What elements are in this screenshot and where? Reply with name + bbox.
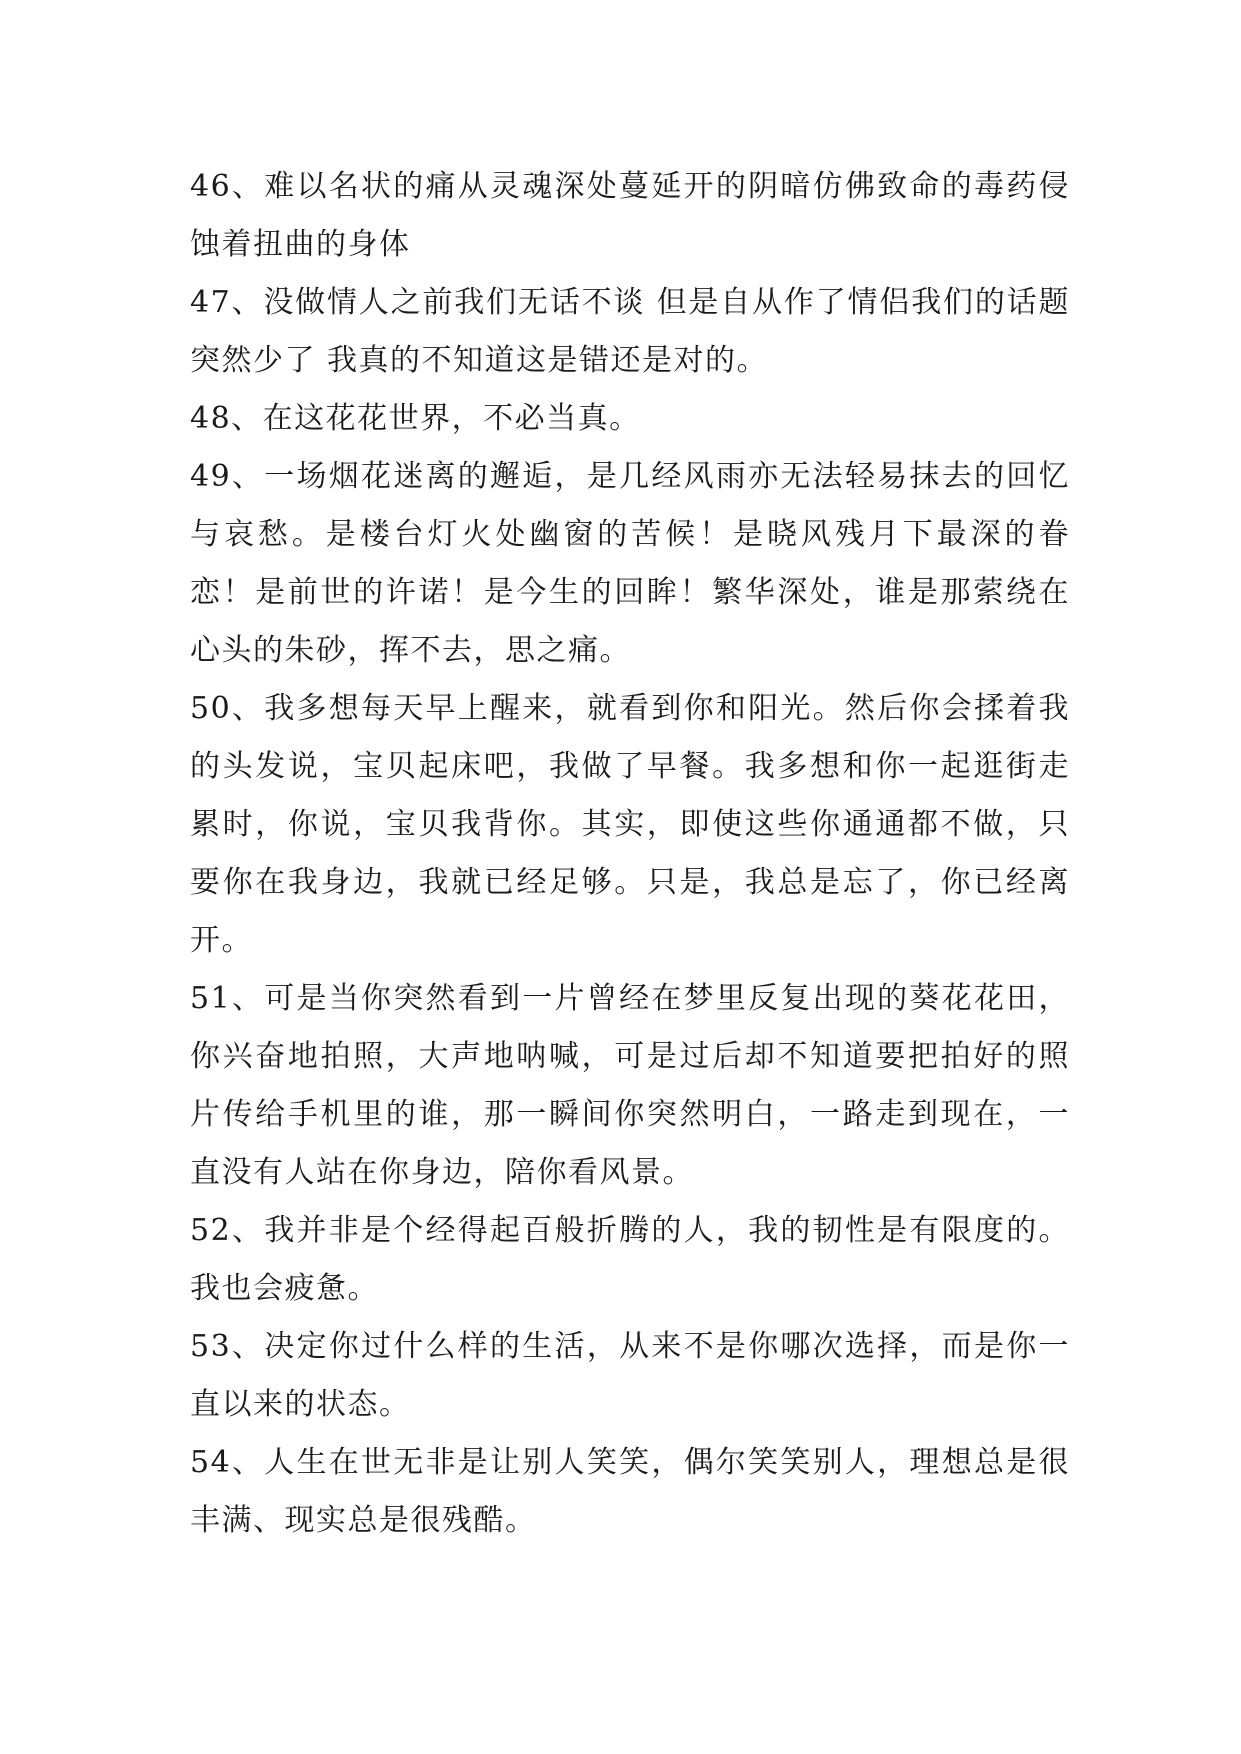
entry-52: 52、我并非是个经得起百般折腾的人，我的韧性是有限度的。我也会疲惫。 bbox=[190, 1213, 1070, 1306]
entry-46: 46、难以名状的痛从灵魂深处蔓延开的阴暗仿佛致命的毒药侵蚀着扭曲的身体 bbox=[190, 169, 1070, 262]
entry-51: 51、可是当你突然看到一片曾经在梦里反复出现的葵花花田，你兴奋地拍照，大声地呐喊，可是过后却不知道要把拍好的照片传给手机里的谁，那一瞬间你突然明白，一路走到现在，一直没有人站在你身边，陪你看风景。 bbox=[190, 981, 1070, 1190]
entry-47: 47、没做情人之前我们无话不谈 但是自从作了情侣我们的话题突然少了 我真的不知道这是错还是对的。 bbox=[190, 285, 1070, 378]
entry-48: 48、在这花花世界，不必当真。 bbox=[190, 401, 641, 436]
entry-54: 54、人生在世无非是让别人笑笑，偶尔笑笑别人，理想总是很丰满、现实总是很残酷。 bbox=[190, 1445, 1070, 1538]
document-body bbox=[190, 158, 1070, 1550]
entry-49: 49、一场烟花迷离的邂逅，是几经风雨亦无法轻易抹去的回忆与哀愁。是楼台灯火处幽窗的苦候！是晓风残月下最深的眷恋！是前世的许诺！是今生的回眸！繁华深处，谁是那萦绕在心头的朱砂，挥不去，思之痛。 bbox=[190, 459, 1070, 668]
entry-53: 53、决定你过什么样的生活，从来不是你哪次选择，而是你一直以来的状态。 bbox=[190, 1329, 1070, 1422]
entry-50: 50、我多想每天早上醒来，就看到你和阳光。然后你会揉着我的头发说，宝贝起床吧，我做了早餐。我多想和你一起逛街走累时，你说，宝贝我背你。其实，即使这些你通通都不做，只要你在我身边，我就已经足够。只是，我总是忘了，你已经离开。 bbox=[190, 691, 1070, 958]
